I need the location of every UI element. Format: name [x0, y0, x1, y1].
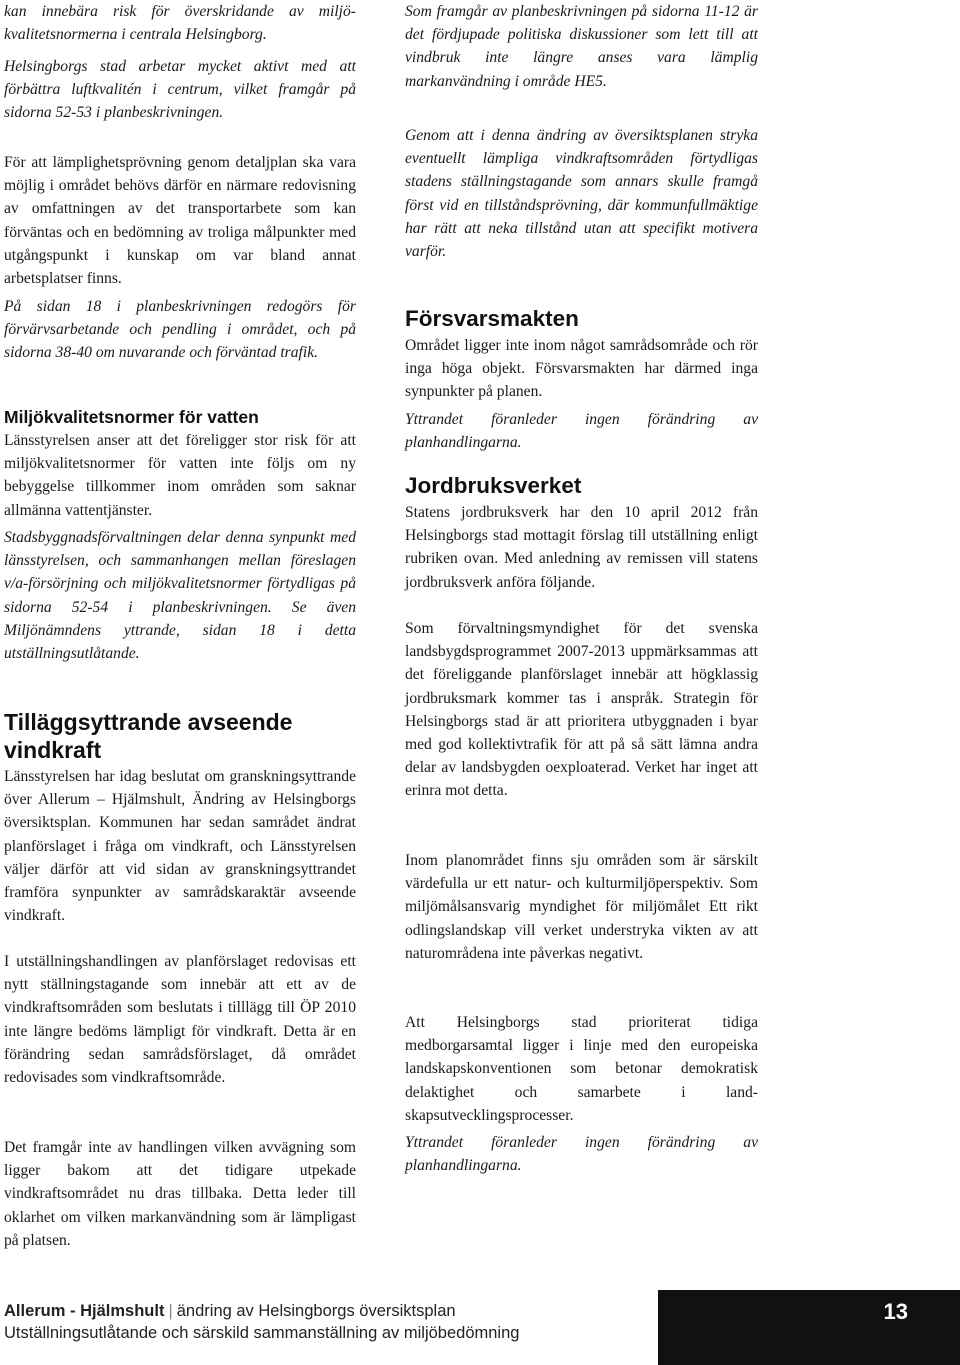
- section-heading: Försvarsmakten: [405, 306, 579, 331]
- footer-separator: |: [168, 1302, 173, 1320]
- footer-title-rest: ändring av Helsingborgs översiktsplan: [176, 1302, 456, 1320]
- paragraph: Länsstyrelsen anser att det föreligger stor risk för att miljökvalitetsnormer för vatten inte följs om ny bebyggelse tillkommer inom områden som saknar allmänna vattentjänster.: [4, 432, 356, 519]
- paragraph: Området ligger inte inom något samrådsområde och rör inga höga objekt. Försvarsmakten har därmed inga synpunkter på planen.: [405, 337, 758, 401]
- page-number-box: [658, 1290, 960, 1365]
- footer-subtitle: Utställningsutlåtande och särskild sammanställning av miljöbedömning: [4, 1324, 520, 1342]
- paragraph: Inom planområdet finns sju områden som är särskilt värdefulla ur ett natur- och kulturmiljöperspektiv. Som miljömålsansvarig myndighet för miljömålet Ett rikt odlingslandskap vill verket understryka vikten av att naturområdena inte påverkas negativt.: [405, 852, 758, 962]
- page-footer: [0, 1290, 960, 1365]
- paragraph: Statens jordbruksverk har den 10 april 2012 från Helsingborgs stad mottagit förslag till utställning enligt rubriken ovan. Med anledning av remissen vill statens jordbruksverk anföra följande.: [405, 504, 758, 591]
- paragraph: Det framgår inte av handlingen vilken avvägning som ligger bakom att det tidigare utpekade vindkraftsområdet nu dras tillbaka. Detta leder till oklarhet om vilken markanvändning som är lämpligast på platsen.: [4, 1139, 356, 1249]
- footer-title-bold: Allerum - Hjälmshult: [4, 1302, 165, 1320]
- footer-title: [4, 1300, 519, 1322]
- section-heading: Miljökvalitetsnormer för vatten: [4, 407, 259, 427]
- paragraph: Helsingborgs stad arbetar mycket aktivt med att förbättra luftkvalitén i centrum, vilket framgår på sidorna 52-53 i planbeskrivningen.: [4, 58, 356, 122]
- paragraph: Yttrandet föranleder ingen förändring av planhandlingarna.: [405, 411, 758, 452]
- section-heading: Tilläggsyttrande avseende vindkraft: [4, 709, 293, 763]
- section-heading: Jordbruksverket: [405, 473, 582, 498]
- page-number: 13: [883, 1299, 908, 1324]
- paragraph: För att lämplighetsprövning genom detaljplan ska vara möjlig i området behövs därför en närmare redovisning av omfattningen av det transportarbete som kan förväntas och en bedömning av troliga målpunkter med utgångspunkt i kunskap om var bland annat arbetsplatser finns.: [4, 154, 356, 288]
- paragraph: Yttrandet föranleder ingen förändring av planhandlingarna.: [405, 1134, 758, 1175]
- paragraph: I utställningshandlingen av planförslaget redovisas ett nytt ställningstagande som innebär att ett av de vindkraftsområden som beslutats i tilllägg till ÖP 2010 inte längre bedöms lämpligt för vindkraft. Detta är en förändring sedan samrådsförslaget, då området redovisades som vindkraftsområde.: [4, 953, 356, 1087]
- paragraph: Länsstyrelsen har idag beslutat om granskningsyttrande över Allerum – Hjälmshult, Ändring av Helsingborgs översiktsplan. Kommunen har sedan samrådet ändrat planförslaget i fråga om vindkraft, och Länsstyrelsen väljer därför att vid sidan av granskningsyttrandet framföra synpunkter av samrådskaraktär avseende vindkraft.: [4, 768, 356, 925]
- paragraph: Att Helsingborgs stad prioriterat tidiga medborgarsamtal ligger i linje med den europeiska landskapskonventionen som betonar demokratisk delaktighet och samarbete i landskapsutvecklingsprocesser.: [405, 1014, 758, 1124]
- paragraph: På sidan 18 i planbeskrivningen redogörs för förvärvsarbetande och pendling i området, och på sidorna 38-40 om nuvarande och förväntad trafik.: [4, 298, 356, 362]
- paragraph: kan innebära risk för överskridande av miljökvalitetsnormerna i centrala Helsingborg.: [4, 3, 356, 44]
- paragraph: Stadsbyggnadsförvaltningen delar denna synpunkt med länsstyrelsen, och sammanhangen mellan föreslagen v/a-försörjning och miljökvalitetsnormer förtydligas på sidorna 52-54 i planbeskrivningen. Se även Miljönämndens yttrande, sidan 18 i detta utställningsutlåtande.: [4, 529, 356, 663]
- paragraph: Genom att i denna ändring av översiktsplanen stryka eventuellt lämpliga vindkraftsområden förtydligas stadens ställningstagande som annars skulle framgå först vid en tillståndsprövning, där kommunfullmäktige har rätt att neka tillstånd utan att specifikt motivera varför.: [405, 127, 758, 261]
- footer-text: [4, 1300, 519, 1344]
- paragraph: Som framgår av planbeskrivningen på sidorna 11-12 är det fördjupade politiska diskussioner som lett till att vindbruk inte längre anses vara lämplig markanvändning i område HE5.: [405, 3, 758, 90]
- paragraph: Som förvaltningsmyndighet för det svenska landsbygdsprogrammet 2007-2013 uppmärksammas att det föreliggande planförslaget innebär att högklassig jordbruksmark kommer tas i anspråk. Strategin för Helsingborgs stad är att prioritera utbyggnaden i byar med god kollektivtrafik för att på så sätt lämna andra delar av landsbygden oexploaterad. Verket har inget att erinra mot detta.: [405, 620, 758, 800]
